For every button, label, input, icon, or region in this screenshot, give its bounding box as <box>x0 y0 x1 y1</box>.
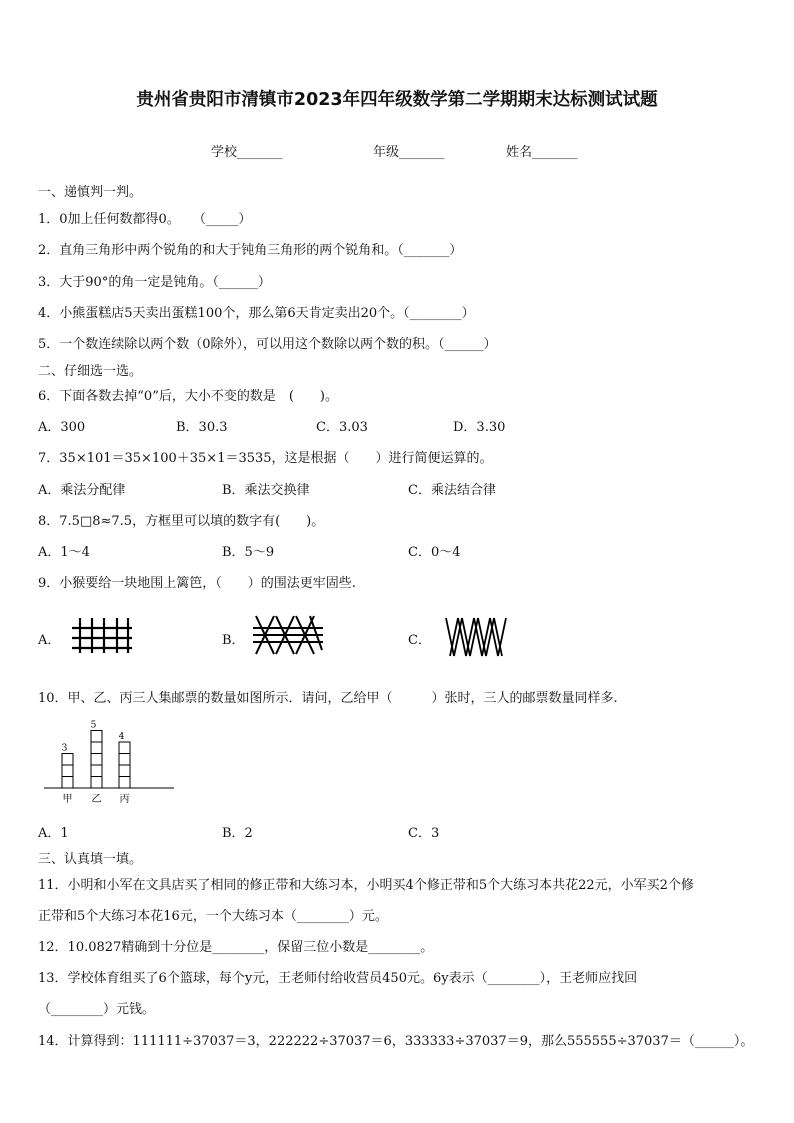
name-field: 姓名_______ <box>506 145 578 160</box>
stamp-count-chart <box>40 714 180 810</box>
grade-field: 年级_______ <box>373 145 445 160</box>
chart-stack-square <box>119 742 130 754</box>
chart-stack-square <box>91 731 102 743</box>
question-13-line-1: 13．学校体育组买了6个篮球，每个y元，王老师付给收营员450元。6y表示（________），王老师应找回 <box>38 971 638 986</box>
question-2: 2．直角三角形中两个锐角的和大于钝角三角形的两个锐角和。（_______） <box>38 243 463 258</box>
q7-option-b: B．乘法交换律 <box>222 483 310 498</box>
question-1: 1．0加上任何数都得0。 （_____） <box>38 212 252 227</box>
chart-stack-square <box>119 765 130 777</box>
question-7: 7．35×101＝35×100＋35×1＝3535，这是根据（ ）进行简便运算的。 <box>38 451 493 466</box>
chart-category-label: 甲 <box>62 794 73 805</box>
q6-option-b: B．30.3 <box>176 420 228 435</box>
q8-option-a: A．1～4 <box>38 545 90 560</box>
section-heading-fill: 三、认真填一填。 <box>38 852 143 867</box>
chart-value-label: 3 <box>61 743 68 754</box>
chart-stack-square <box>62 754 73 766</box>
chart-value-label: 5 <box>90 720 97 731</box>
school-field: 学校_______ <box>211 145 283 160</box>
q9-option-b: B． <box>222 633 245 648</box>
q9-option-c: C． <box>408 633 431 648</box>
question-12: 12．10.0827精确到十分位是________，保留三位小数是________。 <box>38 940 434 955</box>
q8-option-c: C．0～4 <box>408 545 461 560</box>
question-4: 4．小熊蛋糕店5天卖出蛋糕100个，那么第6天肯定卖出20个。（________） <box>38 306 475 321</box>
section-heading-judge: 一、递慎判一判。 <box>38 185 143 200</box>
q8-option-b: B．5～9 <box>222 545 275 560</box>
chart-value-label: 4 <box>118 732 125 742</box>
question-5: 5．一个数连续除以两个数（0除外），可以用这个数除以两个数的积。（______） <box>38 337 497 352</box>
question-14: 14．计算得到：111111÷37037＝3，222222÷37037＝6，333333÷37037＝9，那么555555÷37037＝（______）。 <box>38 1034 754 1049</box>
q6-option-d: D．3.30 <box>453 420 506 435</box>
q10-option-b: B．2 <box>222 826 253 841</box>
fence-grid-figure <box>70 616 134 654</box>
chart-stack-square <box>91 765 102 777</box>
section-heading-choice: 二、仔细选一选。 <box>38 364 143 379</box>
question-6: 6．下面各数去掉“0”后，大小不变的数是 ( )。 <box>38 389 338 404</box>
fence-zigzag-figure <box>444 616 508 658</box>
fence-cross-rail-figure <box>252 614 324 656</box>
question-10: 10．甲、乙、丙三人集邮票的数量如图所示．请问，乙给甲（ ）张时，三人的邮票数量同样多. <box>38 691 618 706</box>
chart-stack-square <box>91 777 102 789</box>
chart-stack-square <box>62 777 73 789</box>
chart-stack-square <box>119 754 130 766</box>
q6-option-a: A．300 <box>38 420 86 435</box>
chart-stack-square <box>62 765 73 777</box>
question-11-line-1: 11．小明和小军在文具店买了相同的修正带和大练习本，小明买4个修正带和5个大练习本共花22元，小军买2个修 <box>38 878 694 893</box>
q9-option-a: A． <box>38 633 61 648</box>
q10-option-a: A．1 <box>38 826 69 841</box>
question-3: 3．大于90°的角一定是钝角。（______） <box>38 275 271 290</box>
question-11-line-2: 正带和5个大练习本花16元，一个大练习本（________）元。 <box>38 909 388 924</box>
chart-category-label: 丙 <box>119 794 130 805</box>
chart-category-label: 乙 <box>91 794 102 805</box>
q7-option-a: A．乘法分配律 <box>38 483 126 498</box>
question-8: 8．7.5□8≈7.5，方框里可以填的数字有( )。 <box>38 514 325 529</box>
chart-stack-square <box>91 742 102 754</box>
q6-option-c: C．3.03 <box>316 420 368 435</box>
question-13-line-2: （________）元钱。 <box>38 1002 156 1017</box>
question-9: 9．小猴要给一块地围上篱笆，（ ）的围法更牢固些. <box>38 576 356 591</box>
page-title: 贵州省贵阳市清镇市2023年四年级数学第二学期期末达标测试试题 <box>136 90 658 110</box>
q7-option-c: C．乘法结合律 <box>408 483 496 498</box>
chart-stack-square <box>91 754 102 766</box>
chart-stack-square <box>119 777 130 789</box>
q10-option-c: C．3 <box>408 826 440 841</box>
